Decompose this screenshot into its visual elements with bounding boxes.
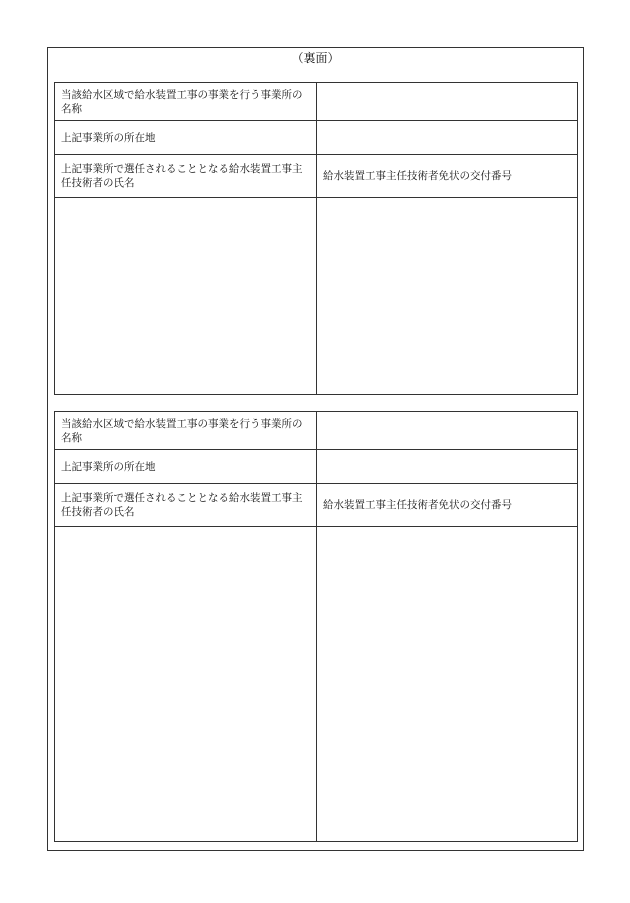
office-block-1 — [54, 82, 578, 395]
engineer-name-field[interactable] — [55, 198, 317, 394]
office-name-field[interactable] — [317, 412, 577, 449]
office-address-row — [55, 450, 577, 484]
engineer-header-row — [55, 155, 577, 198]
license-number-field[interactable] — [317, 527, 577, 841]
office-address-label: 上記事業所の所在地 — [55, 450, 317, 483]
office-name-label: 当該給水区域で給水装置工事の事業を行う事業所の名称 — [55, 412, 317, 449]
license-number-header: 給水装置工事主任技術者免状の交付番号 — [323, 169, 512, 182]
engineer-name-header: 上記事業所で選任されることとなる給水装置工事主任技術者の氏名 — [55, 484, 317, 526]
engineer-name-field[interactable] — [55, 527, 317, 841]
engineer-entry-row — [55, 527, 577, 841]
office-block-2 — [54, 411, 578, 842]
license-number-header: 給水装置工事主任技術者免状の交付番号 — [323, 498, 512, 511]
office-name-field[interactable] — [317, 83, 577, 120]
engineer-name-header: 上記事業所で選任されることとなる給水装置工事主任技術者の氏名 — [55, 155, 317, 197]
office-address-field[interactable] — [317, 121, 577, 154]
office-name-label: 当該給水区域で給水装置工事の事業を行う事業所の名称 — [55, 83, 317, 120]
office-address-label: 上記事業所の所在地 — [55, 121, 317, 154]
license-number-field[interactable] — [317, 198, 577, 394]
office-name-row — [55, 83, 577, 121]
page-side-label: （裏面） — [291, 51, 340, 65]
office-address-field[interactable] — [317, 450, 577, 483]
engineer-entry-row — [55, 198, 577, 394]
office-name-row — [55, 412, 577, 450]
office-address-row — [55, 121, 577, 155]
form-frame — [47, 47, 584, 851]
engineer-header-row — [55, 484, 577, 527]
